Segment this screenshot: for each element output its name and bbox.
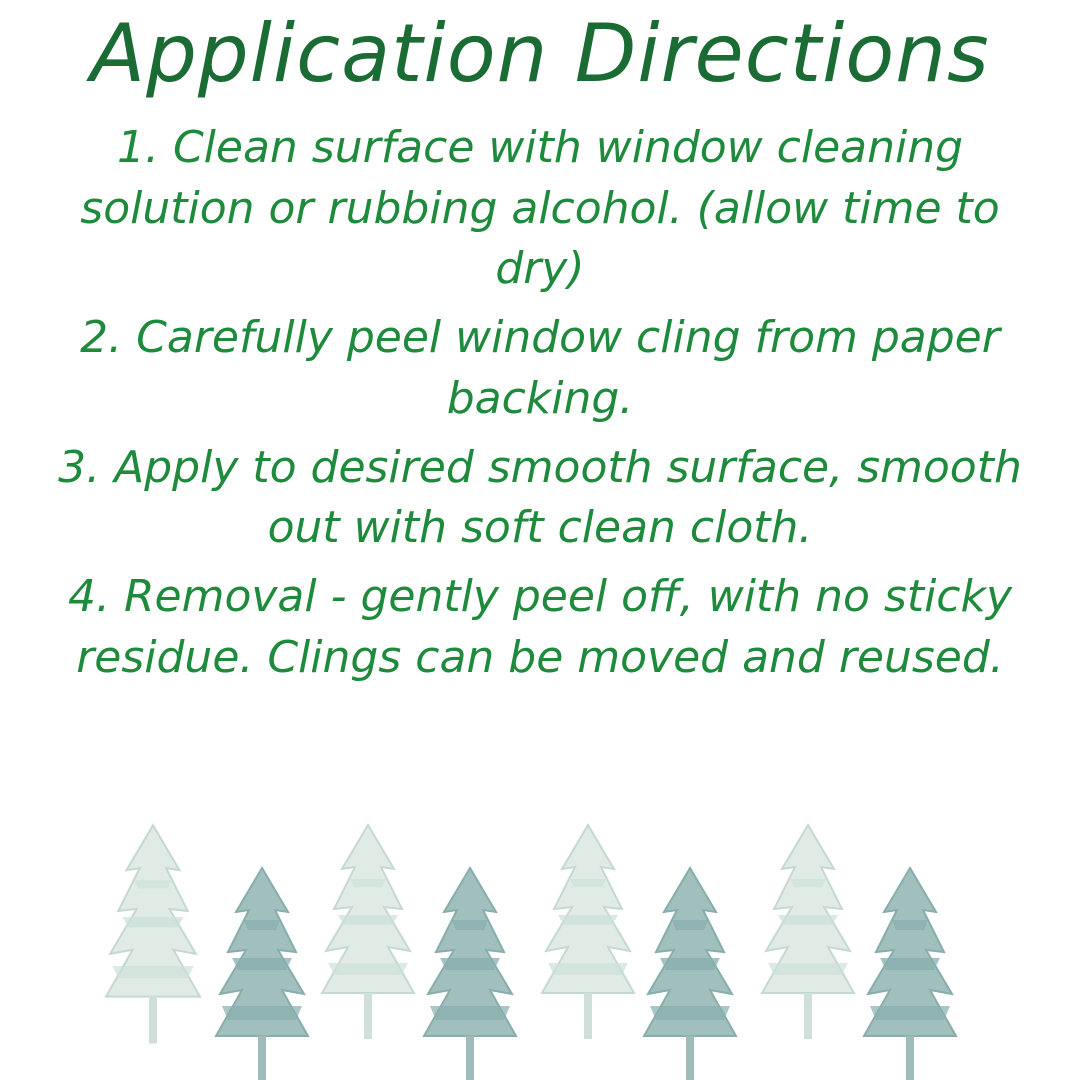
steps-list (0, 118, 1080, 688)
step-text: Removal - gently peel off, with no sticky residue. Clings can be moved and reused. (76, 571, 1013, 683)
step-text: Carefully peel window cling from paper backing. (136, 312, 1000, 424)
step-text: Clean surface with window cleaning solution or rubbing alcohol. (allow time to dry) (80, 122, 1000, 295)
pine-tree-border (0, 810, 1080, 1080)
step-number: 3. (58, 441, 101, 493)
step-number: 1. (116, 122, 159, 173)
list-item (44, 308, 1036, 429)
step-number: 4. (67, 571, 110, 623)
list-item (44, 118, 1036, 300)
list-item (44, 567, 1036, 688)
list-item (44, 438, 1036, 559)
step-text: Apply to desired smooth surface, smooth out with soft clean cloth. (114, 441, 1022, 554)
pine-tree-border-icon (0, 810, 1080, 1080)
page-title: Application Directions (90, 7, 990, 100)
step-number: 2. (80, 312, 123, 364)
